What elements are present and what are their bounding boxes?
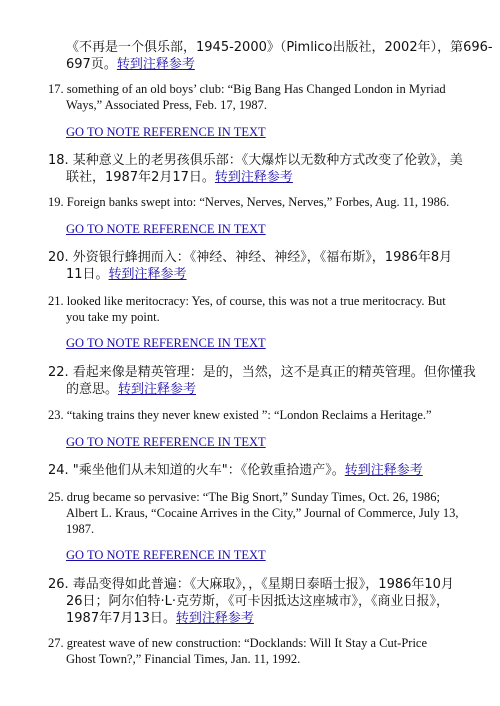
note-link-en-21[interactable]: GO TO NOTE REFERENCE IN TEXT: [66, 336, 266, 350]
note-26-line-2: 26日；阿尔伯特·L·克劳斯，《可卡因抵达这座城市》，《商业日报》，: [66, 594, 450, 609]
note-link-en-17[interactable]: GO TO NOTE REFERENCE IN TEXT: [66, 125, 266, 139]
note-link-en-19[interactable]: GO TO NOTE REFERENCE IN TEXT: [66, 222, 266, 236]
note-22-line-2-text: 的意思。: [66, 382, 119, 397]
note-27-line-1: 27. greatest wave of new construction: “Docklands: Will It Stay a Cut-Price: [48, 636, 428, 650]
top-line-1: 《不再是一个俱乐部，1945-2000》（Pimlico出版社，2002年），第696-: [66, 40, 493, 55]
note-link-cn-20[interactable]: 转到注释参考: [108, 267, 187, 282]
note-link-cn-22[interactable]: 转到注释参考: [118, 382, 197, 397]
note-link-cn-26[interactable]: 转到注释参考: [175, 611, 254, 626]
note-20-line-2-text: 11日。: [66, 267, 109, 282]
note-21-line-2: you take my point.: [66, 310, 160, 324]
top-line-2: [66, 55, 195, 74]
note-25-line-1: 25. drug became so pervasive: “The Big Snort,” Sunday Times, Oct. 26, 1986;: [48, 490, 440, 504]
note-17-line-1: 17. something of an old boys’ club: “Big Bang Has Changed London in Myriad: [48, 82, 446, 96]
note-24-line-1: [48, 461, 423, 480]
note-26-line-3-text: 1987年7月13日。: [66, 611, 176, 626]
note-link-cn-top[interactable]: 转到注释参考: [116, 57, 195, 72]
note-20-line-2: [66, 265, 187, 284]
note-17-line-2: Ways,” Associated Press, Feb. 17, 1987.: [66, 98, 268, 112]
note-26-line-3: [66, 609, 254, 628]
note-link-en-23[interactable]: GO TO NOTE REFERENCE IN TEXT: [66, 435, 266, 449]
note-21-line-1: 21. looked like meritocracy: Yes, of course, this was not a true meritocracy. But: [48, 294, 446, 308]
note-19-line-1: 19. Foreign banks swept into: “Nerves, Nerves, Nerves,” Forbes, Aug. 11, 1986.: [48, 195, 450, 209]
note-20-line-1: 20. 外资银行蜂拥而入：《神经、神经、神经》，《福布斯》，1986年8月: [48, 250, 453, 265]
note-23-line-1: 23. “taking trains they never knew existed ”: “London Reclaims a Heritage.”: [48, 408, 432, 422]
note-27-line-2: Ghost Town?,” Financial Times, Jan. 11, 1992.: [66, 652, 301, 666]
note-25-line-3: 1987.: [66, 522, 95, 536]
note-22-line-1: 22. 看起来像是精英管理：是的，当然，这不是真正的精英管理。但你懂我: [48, 365, 476, 380]
note-link-cn-18[interactable]: 转到注释参考: [214, 170, 293, 185]
note-link-cn-24[interactable]: 转到注释参考: [344, 463, 423, 478]
note-18-line-2-text: 联社，1987年2月17日。: [66, 170, 215, 185]
note-26-line-1: 26. 毒品变得如此普遍：《大麻取》，，《星期日泰晤士报》，1986年10月: [48, 577, 454, 592]
note-24-text: 24. "乘坐他们从未知道的火车"：《伦敦重拾遗产》。: [48, 463, 345, 478]
note-18-line-2: [66, 168, 293, 187]
note-25-line-2: Albert L. Kraus, “Cocaine Arrives in the City,” Journal of Commerce, July 13,: [66, 506, 459, 520]
top-line-2-text: 697页。: [66, 57, 117, 72]
note-18-line-1: 18. 某种意义上的老男孩俱乐部：《大爆炸以无数种方式改变了伦敦》，美: [48, 153, 463, 168]
note-link-en-25[interactable]: GO TO NOTE REFERENCE IN TEXT: [66, 548, 266, 562]
note-22-line-2: [66, 380, 196, 399]
